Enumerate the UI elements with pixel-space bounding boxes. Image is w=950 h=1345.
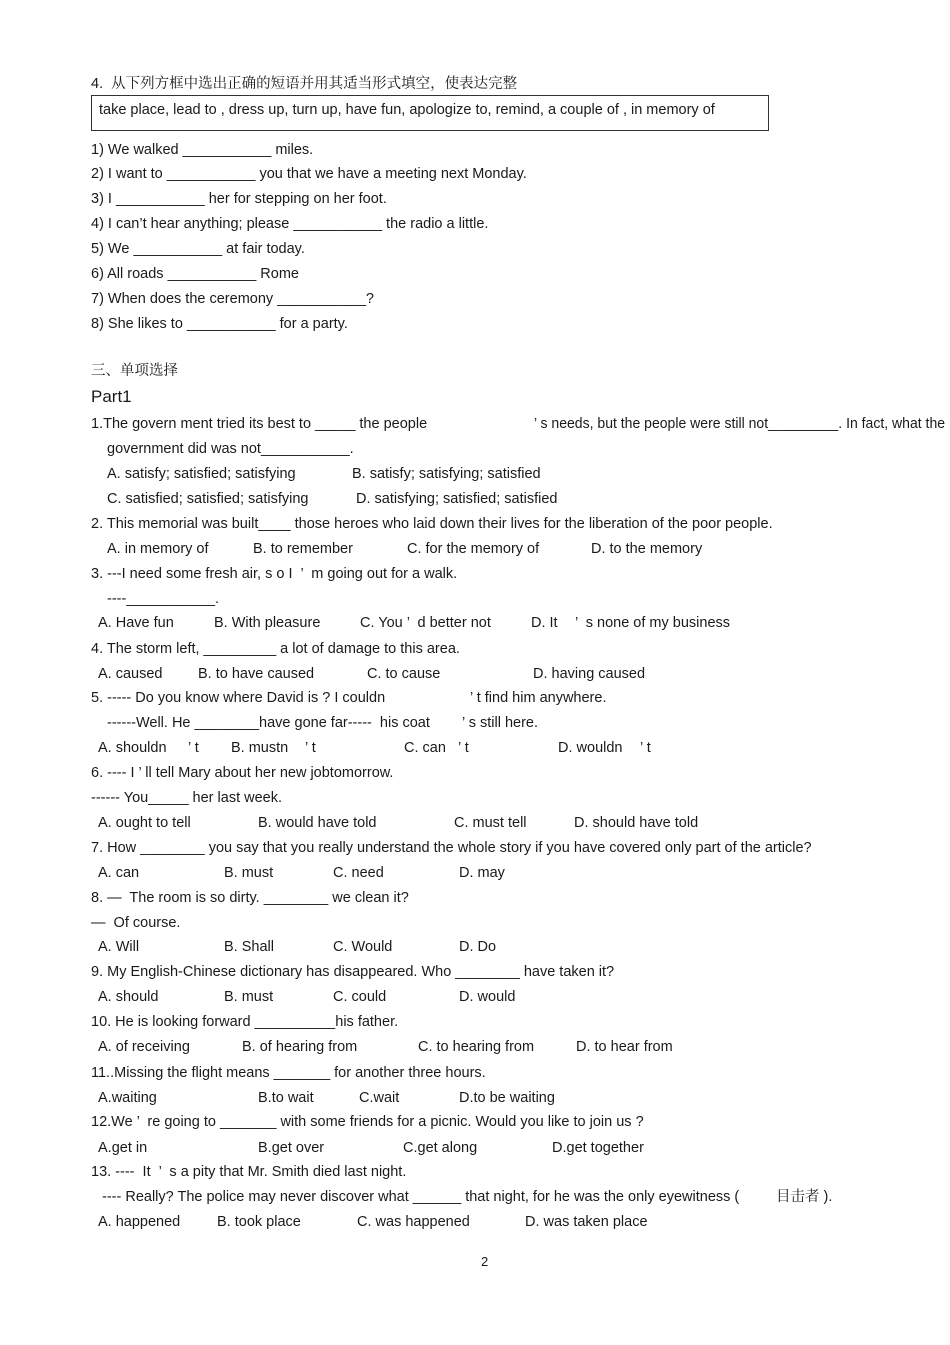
answer-option: C. satisfied; satisfied; satisfying: [107, 491, 309, 507]
answer-option: C. must tell: [454, 815, 527, 831]
question-text: 3. ---I need some fresh air, s o I ’ m going out for a walk.: [91, 566, 458, 582]
part-label: Part1: [91, 387, 132, 406]
answer-option: C. Would: [333, 939, 393, 955]
answer-option: C. could: [333, 989, 387, 1005]
answer-option: B. satisfy; satisfying; satisfied: [352, 466, 541, 482]
answer-option: A. Will: [98, 939, 140, 955]
fill-item: 4) I can’t hear anything; please ___________ the radio a little.: [91, 216, 489, 232]
answer-option: D. It: [531, 615, 558, 631]
answer-option: D. Do: [459, 939, 497, 955]
fill-item: 3) I ___________ her for stepping on her foot.: [91, 191, 387, 207]
answer-option: A. can: [98, 865, 140, 881]
fill-item: 6) All roads ___________ Rome: [91, 266, 299, 282]
answer-option: C. was happened: [357, 1214, 470, 1230]
answer-option: D. to the memory: [591, 541, 703, 557]
fill-item: 1) We walked ___________ miles.: [91, 142, 314, 158]
question-text: 2. This memorial was built____ those heroes who laid down their lives for the liberation of the poor people.: [91, 516, 773, 532]
answer-option: D.get together: [552, 1140, 644, 1156]
phrase-box: [91, 95, 769, 131]
answer-option: B. Shall: [224, 939, 274, 955]
answer-option: A.waiting: [98, 1090, 157, 1106]
answer-option: B. took place: [217, 1214, 301, 1230]
question-text: ’ s needs, but the people were still not_________. In fact, what the: [534, 416, 946, 432]
answer-option: D. having caused: [533, 666, 646, 682]
answer-option: C.get along: [403, 1140, 478, 1156]
question-text: ----___________.: [107, 591, 220, 607]
answer-option: B. would have told: [258, 815, 377, 831]
question-text: 11..Missing the flight means _______ for another three hours.: [91, 1065, 486, 1081]
question-text: 5. ----- Do you know where David is ? I couldn: [91, 690, 386, 706]
answer-option: B.to wait: [258, 1090, 314, 1106]
answer-option: A. happened: [98, 1214, 181, 1230]
question-text: 10. He is looking forward __________his father.: [91, 1014, 399, 1030]
answer-option: C. need: [333, 865, 384, 881]
question-text: 目击者 ).: [776, 1189, 833, 1205]
question-text: 8. — The room is so dirty. ________ we clean it?: [91, 890, 409, 906]
question-text: 4. The storm left, _________ a lot of damage to this area.: [91, 641, 460, 657]
answer-option: C. for the memory of: [407, 541, 540, 557]
answer-option: C.wait: [359, 1090, 400, 1106]
answer-option: ’ s none of my business: [575, 615, 731, 631]
page-number: 2: [481, 1254, 489, 1269]
answer-option: A. in memory of: [107, 541, 209, 557]
phrase-box-text: take place, lead to , dress up, turn up, have fun, apologize to, remind, a couple of , in memory of: [99, 102, 715, 118]
answer-option: B. must: [224, 865, 274, 881]
section-4-title: 4. 从下列方框中选出正确的短语并用其适当形式填空，使表达完整: [91, 76, 518, 92]
answer-option: ’ t: [640, 740, 651, 756]
answer-option: C. to cause: [367, 666, 441, 682]
answer-option: B. of hearing from: [242, 1039, 358, 1055]
answer-option: A. satisfy; satisfied; satisfying: [107, 466, 296, 482]
answer-option: D. should have told: [574, 815, 699, 831]
question-text: 13. ---- It ’ s a pity that Mr. Smith died last night.: [91, 1164, 407, 1180]
question-text: 7. How ________ you say that you really understand the whole story if you have covered only part of the article?: [91, 840, 812, 856]
answer-option: D. to hear from: [576, 1039, 673, 1055]
answer-option: A. caused: [98, 666, 163, 682]
section-3-title: 三、单项选择: [91, 363, 178, 379]
question-text: government did was not___________.: [107, 441, 354, 457]
answer-option: A. shouldn: [98, 740, 167, 756]
question-text: ’ t find him anywhere.: [470, 690, 607, 706]
fill-item: 8) She likes to ___________ for a party.: [91, 316, 348, 332]
question-text: 12.We ’ re going to _______ with some friends for a picnic. Would you like to join us ?: [91, 1114, 644, 1130]
answer-option: A. ought to tell: [98, 815, 191, 831]
answer-option: C. can: [404, 740, 446, 756]
answer-option: B. With pleasure: [214, 615, 321, 631]
answer-option: A. of receiving: [98, 1039, 190, 1055]
answer-option: D.to be waiting: [459, 1090, 555, 1106]
question-text: 1.The govern ment tried its best to _____ the people: [91, 416, 428, 432]
question-text: ’ s still here.: [462, 715, 539, 731]
question-text: 9. My English-Chinese dictionary has disappeared. Who ________ have taken it?: [91, 964, 615, 980]
answer-option: D. was taken place: [525, 1214, 648, 1230]
answer-option: D. may: [459, 865, 505, 881]
fill-item: 5) We ___________ at fair today.: [91, 241, 305, 257]
answer-option: A. Have fun: [98, 615, 174, 631]
answer-option: B.get over: [258, 1140, 325, 1156]
answer-option: A. should: [98, 989, 159, 1005]
question-text: 6. ---- I ’ ll tell Mary about her new jobtomorrow.: [91, 765, 394, 781]
fill-item: 2) I want to ___________ you that we have a meeting next Monday.: [91, 166, 527, 182]
question-text: ---- Really? The police may never discover what ______ that night, for he was the only eyewitness (: [102, 1189, 740, 1205]
answer-option: D. would: [459, 989, 516, 1005]
answer-option: D. wouldn: [558, 740, 623, 756]
fill-item: 7) When does the ceremony ___________?: [91, 291, 374, 307]
question-text: ------Well. He ________have gone far----- his coat: [107, 715, 430, 731]
answer-option: A.get in: [98, 1140, 148, 1156]
answer-option: B. to have caused: [198, 666, 315, 682]
answer-option: D. satisfying; satisfied; satisfied: [356, 491, 558, 507]
answer-option: B. must: [224, 989, 274, 1005]
question-text: — Of course.: [91, 915, 181, 931]
answer-option: C. You ’ d better not: [360, 615, 491, 631]
answer-option: ’ t: [188, 740, 199, 756]
answer-option: B. mustn: [231, 740, 289, 756]
question-text: ------ You_____ her last week.: [91, 790, 283, 806]
answer-option: C. to hearing from: [418, 1039, 535, 1055]
answer-option: ’ t: [458, 740, 469, 756]
answer-option: B. to remember: [253, 541, 353, 557]
answer-option: ’ t: [305, 740, 316, 756]
